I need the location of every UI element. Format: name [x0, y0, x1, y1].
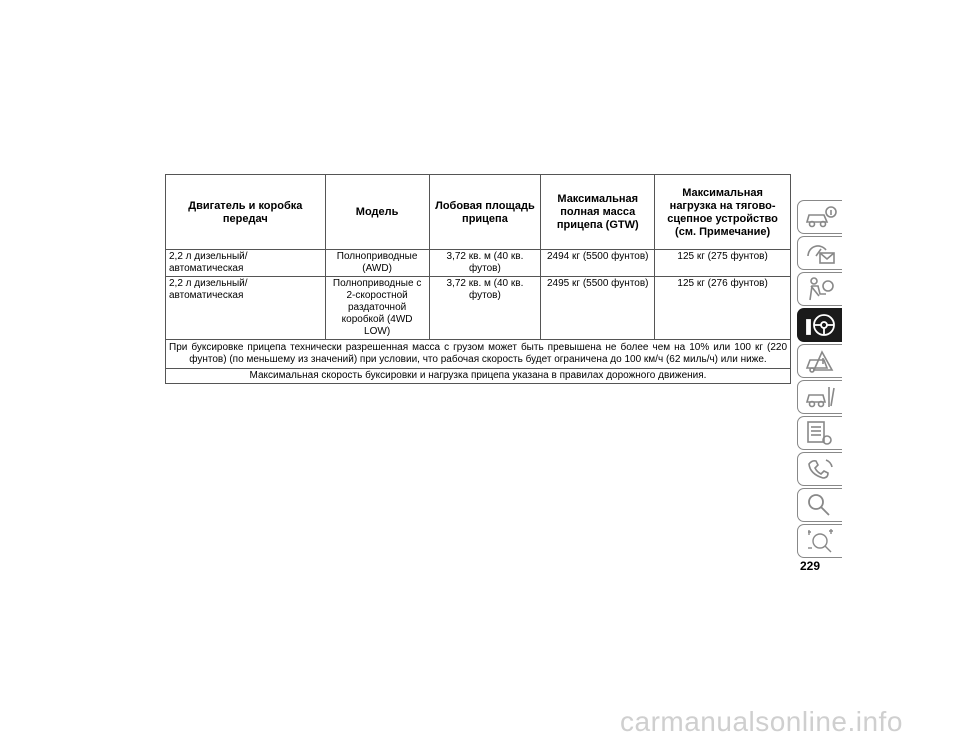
cell-tongue-weight: 125 кг (276 фунтов) — [655, 277, 791, 340]
table-header-row — [166, 175, 791, 250]
tab-multimedia[interactable] — [797, 452, 842, 486]
multimedia-phone-icon — [804, 456, 838, 482]
header-frontal-area: Лобовая площадь прицепа — [429, 175, 541, 250]
tab-vehicle-intro[interactable] — [797, 200, 842, 234]
watermark: carmanualsonline.info — [620, 706, 903, 737]
cell-engine: 2,2 л дизельный/ автоматическая — [166, 277, 326, 340]
note-overload: При буксировке прицепа технически разрешенная масса с грузом может быть превышена не более чем на 10% или 100 кг (220 фунтов) (по меньшему из значений) при условии, что рабочая скорость будет ограничена до 100 км/ч (62 миль/ч) или ниже. — [166, 340, 791, 369]
header-tongue-weight: Максимальная нагрузка на тягово-сцепное устройство (см. Примечание) — [655, 175, 791, 250]
seatbelt-airbag-icon — [804, 276, 838, 302]
tab-servicing[interactable] — [797, 380, 842, 414]
tab-emergency[interactable] — [797, 344, 842, 378]
tab-starting-operating[interactable] — [797, 308, 842, 342]
tab-safety[interactable] — [797, 272, 842, 306]
language-lookup-icon — [804, 528, 838, 554]
warning-car-icon — [804, 348, 838, 374]
tab-specifications[interactable] — [797, 416, 842, 450]
table-note-row — [166, 340, 791, 369]
specifications-list-icon — [804, 420, 838, 446]
car-info-icon — [804, 204, 838, 230]
steering-wheel-key-icon — [804, 312, 838, 338]
tab-index[interactable] — [797, 488, 842, 522]
page-number: 229 — [800, 559, 821, 573]
instrument-envelope-icon — [804, 240, 838, 266]
header-model: Модель — [325, 175, 429, 250]
chapter-tabs — [797, 200, 842, 560]
cell-frontal-area: 3,72 кв. м (40 кв. футов) — [429, 277, 541, 340]
cell-model: Полноприводные с 2-скоростной раздаточной коробкой (4WD LOW) — [325, 277, 429, 340]
cell-gtw: 2494 кг (5500 фунтов) — [541, 250, 655, 277]
table-row — [166, 250, 791, 277]
header-gtw: Максимальная полная масса прицепа (GTW) — [541, 175, 655, 250]
cell-frontal-area: 3,72 кв. м (40 кв. футов) — [429, 250, 541, 277]
index-magnifier-icon — [804, 492, 838, 518]
cell-tongue-weight: 125 кг (275 фунтов) — [655, 250, 791, 277]
car-service-tools-icon — [804, 384, 838, 410]
tab-getting-to-know[interactable] — [797, 236, 842, 270]
towing-spec-table — [165, 174, 791, 384]
cell-engine: 2,2 л дизельный/ автоматическая — [166, 250, 326, 277]
tab-languages[interactable] — [797, 524, 842, 558]
cell-model: Полноприводные (AWD) — [325, 250, 429, 277]
header-engine: Двигатель и коробка передач — [166, 175, 326, 250]
table-note-row — [166, 369, 791, 384]
note-speed-limit: Максимальная скорость буксировки и нагрузка прицепа указана в правилах дорожного движения. — [166, 369, 791, 384]
cell-gtw: 2495 кг (5500 фунтов) — [541, 277, 655, 340]
table-row — [166, 277, 791, 340]
